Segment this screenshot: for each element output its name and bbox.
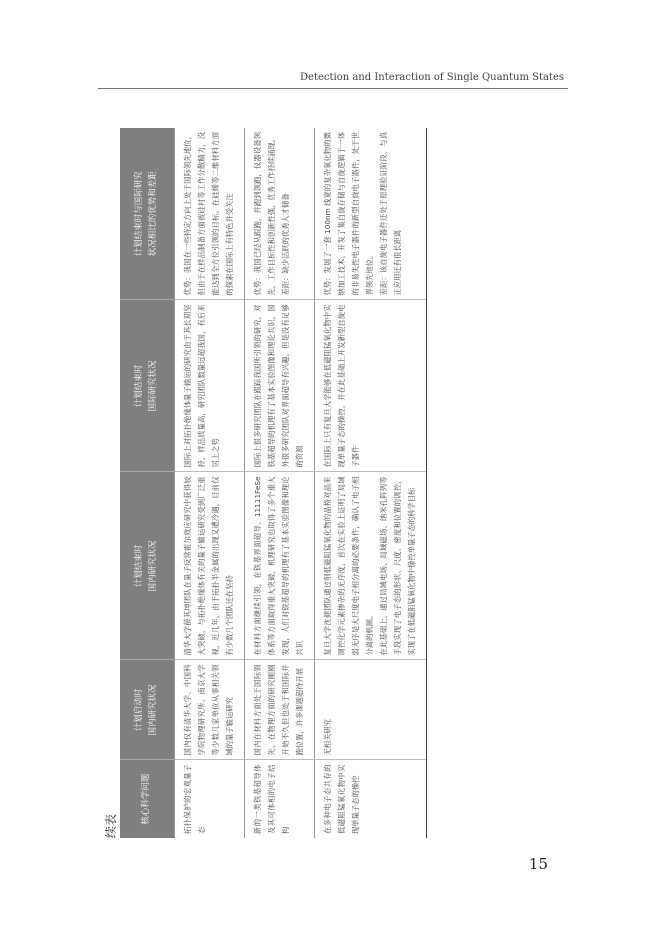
table-cell: 国际上对拓扑绝缘体量子输运的研究由于其长期坚持，样品质量高，研究团队数量远超我国，有后来居上之势 [175,300,245,472]
header-text: 计划结束时 国内研究状况 [134,540,158,592]
running-header: Detection and Interaction of Single Quantum States [300,72,564,83]
table-cell: 清华大学薛其坤团队在量子反常霍尔效应研究中获得较大突破，与拓扑绝缘体有关的量子输运研究受到广泛重视，近几年，由于拓扑半金属的出现又遭冷遇，目前仅有少数几个团队还在坚持 [175,472,245,660]
table-cell: 复旦大学沈健团队通过削低磁阻锰氧化物的晶格对晶来调控化学元素掺杂的无序度，首次在实验上证明了局域弱无序是大尺度电子相分离的必要条件，确认了电子相分离的机制。 在此基础上，通过局域电场、局域磁场、纳米孔阵列等手段实现了电子态的形状、尺度、密度和位置的调控，实现了在低磁阻锰氧化物中操控单量子态的科学目标 [315,472,427,660]
header-text: 核心科学问题 [141,773,152,825]
header-rule [98,88,568,89]
table-cell: 新的一类铁基超导体及其可体相的电子结构 [245,760,315,838]
rotated-table-block [98,128,568,838]
column-header [120,472,175,660]
column-header [120,760,175,838]
table-row [245,128,315,838]
header-text: 计划结束时 国际研究状况 [134,360,158,412]
table-cell: 优势：发展了一套 100nm 线宽的复杂氧化物的微纳加工技术，开发了集自旋存储与自旋逻辑于一体的非易失性电子器件的新型自旋电子器件，处于世界领先地位。 差距：该自旋电子器件还处于原理验证阶段，与真正应用还有很长距离 [315,128,427,300]
column-header [120,128,175,300]
page-number: 15 [528,855,548,873]
table-row [175,128,245,838]
table-cell: 国内仅有清华大学、中国科学院物理研究所、南京大学等少数几家单位从事相关领域的量子输运研究 [175,660,245,760]
table-cell: 拓扑保护的宏观量子态 [175,760,245,838]
column-header [120,300,175,472]
table-header-row [120,128,175,838]
table-cell: 在国际上只有复旦大学能够在低磁阻锰氧化物中实现单量子态的操控，并在此基础上开发新型自旋电子器件 [315,300,427,472]
table-cell: 无相关研究 [315,660,427,760]
column-header [120,660,175,760]
table-cell: 在材料方面继续引领，在铁基界面超导、11111FeSe 体系等方面取得重大突破，机理研究也取得了多个重大发现，人们对铁基超导的机理有了基本实验图像和理论共识 [245,472,315,660]
table-cell: 国内在材料方面处于国际领先，在物理方面的研究刚刚开始不久但也处于和国际并跑位置，许多课题超待开展 [245,660,315,760]
header-text: 计划结束时与国际研究 状况相比的优势和差距 [134,171,158,257]
table-cell: 在多种电子态共存的低磁阻锰氧化物中实现单量子态的操控 [315,760,427,838]
table-cell: 优势：我国已经从跟跑，并跑到领跑，仪器设备领先，工作目标性和创新性强，优秀工作持续涌现。 差距：缺少活跃的优秀人才储备 [245,128,315,300]
continued-label: 续表 [104,813,118,838]
header-text: 计划启动时 国内研究状况 [134,684,158,736]
table-row [315,128,427,838]
table-cell: 优势：我国在一些特定方向上处于国际领先地位，但由于在样品制备方面被硅衬等工作分散精力，没能达到全方位引领的目标。在硅烯等二维材料方面的探索在国际上有特色并受关注 [175,128,245,300]
table-cell: 国际上很多研究团队在跟踪我国所引领的研究，对铁基超导的机理有了基本实验图像和理论共识，国外很多研究团队对界面超导有兴趣，但是没有足够的资源 [245,300,315,472]
research-status-table [120,128,427,838]
